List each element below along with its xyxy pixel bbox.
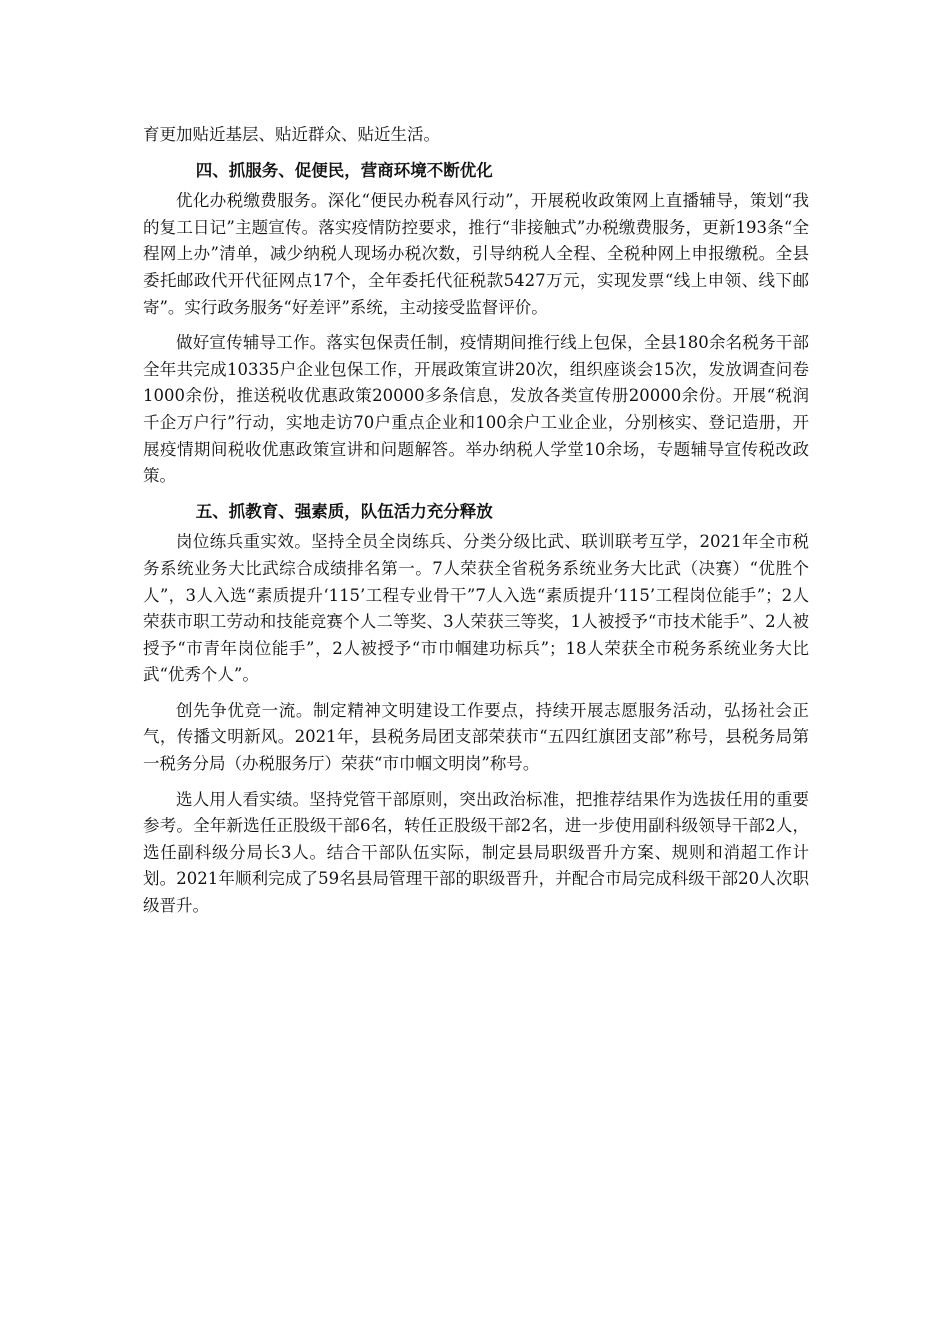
paragraph-continued: 育更加贴近基层、贴近群众、贴近生活。 — [143, 125, 440, 144]
document-body — [143, 122, 809, 929]
paragraph-publicity: 做好宣传辅导工作。落实包保责任制，疫情期间推行线上包保，全县180余名税务干部全年共完成10335户企业包保工作，开展政策宣讲20次，组织座谈会15次，发放调查问卷1000余份，推送税收优惠政策20000多条信息，发放各类宣传册20000余份。开展“税润千企万户行”行动，实地走访70户重点企业和100余户工业企业，分别核实、登记造册，开展疫情期间税收优惠政策宣讲和问题解答。举办纳税人学堂10余场，专题辅导宣传税改政策。 — [143, 333, 809, 486]
paragraph-tax-service: 优化办税缴费服务。深化“便民办税春风行动”，开展税收政策网上直播辅导，策划“我的复工日记”主题宣传。落实疫情防控要求，推行“非接触式”办税缴费服务，更新193条“全程网上办”清单，减少纳税人现场办税次数，引导纳税人全程、全税种网上申报缴税。全县委托邮政代开代征网点17个，全年委托代征税款5427万元，实现发票“线上申领、线下邮寄”。实行政务服务“好差评”系统，主动接受监督评价。 — [143, 191, 809, 317]
paragraph-excellence: 创先争优竞一流。制定精神文明建设工作要点，持续开展志愿服务活动，弘扬社会正气，传播文明新风。2021年，县税务局团支部荣获市“五四红旗团支部”称号，县税务局第一税务分局（办税服务厅）荣获“市巾帼文明岗”称号。 — [143, 700, 809, 774]
section-heading-4: 四、抓服务、促便民，营商环境不断优化 — [195, 160, 493, 180]
section-heading-5: 五、抓教育、强素质，队伍活力充分释放 — [195, 501, 493, 521]
paragraph-personnel: 选人用人看实绩。坚持党管干部原则，突出政治标准，把推荐结果作为选拔任用的重要参考。全年新选任正股级干部6名，转任正股级干部2名，进一步使用副科级领导干部2人，选任副科级分局长3人。结合干部队伍实际，制定县局职级晋升方案、规则和消超工作计划。2021年顺利完成了59名县局管理干部的职级晋升，并配合市局完成科级干部20人次职级晋升。 — [143, 789, 809, 916]
paragraph-training: 岗位练兵重实效。坚持全员全岗练兵、分类分级比武、联训联考互学，2021年全市税务系统业务大比武综合成绩排名第一。7人荣获全省税务系统业务大比武（决赛）“优胜个人”，3人入选“素质提升‘115’工程专业骨干”7人入选“素质提升‘115’工程岗位能手”；2人荣获市职工劳动和技能竞赛个人二等奖、3人荣获三等奖，1人被授予“市技术能手”、2人被授予“市青年岗位能手”，2人被授予“市巾帼建功标兵”；18人荣获全市税务系统业务大比武“优秀个人”。 — [143, 532, 809, 685]
